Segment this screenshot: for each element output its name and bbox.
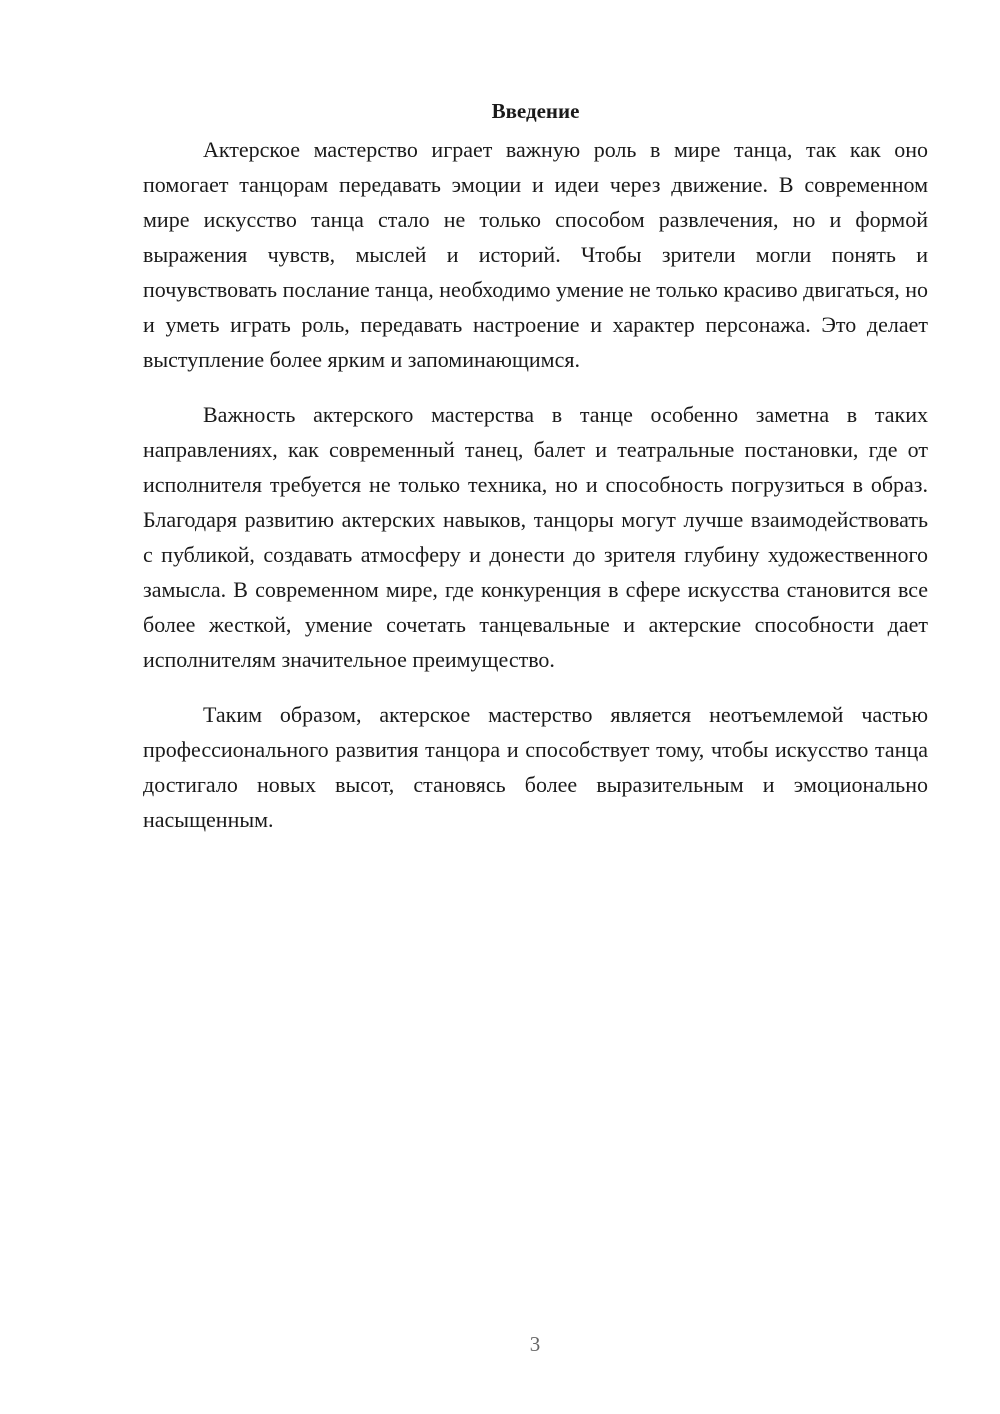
paragraph-1: Актерское мастерство играет важную роль в мире танца, так как оно помогает танцорам передавать эмоции и идеи через движение. В современном мире искусство танца стало не только способом развлечения, но и формой выражения чувств, мыслей и историй. Чтобы зрители могли понять и почувствовать послание танца, необходимо умение не только красиво двигаться, но и уметь играть роль, передавать настроение и характер персонажа. Это делает выступление более ярким и запоминающимся.	[143, 137, 928, 372]
page-number: 3	[529, 1332, 541, 1356]
paragraph-3: Таким образом, актерское мастерство является неотъемлемой частью профессионального развития танцора и способствует тому, чтобы искусство танца достигало новых высот, становясь более выразительным и эмоционально насыщенным.	[143, 702, 928, 832]
section-heading: Введение	[491, 99, 580, 123]
page-content	[143, 96, 928, 837]
paragraph-2: Важность актерского мастерства в танце особенно заметна в таких направлениях, как современный танец, балет и театральные постановки, где от исполнителя требуется не только техника, но и способность погрузиться в образ. Благодаря развитию актерских навыков, танцоры могут лучше взаимодействовать с публикой, создавать атмосферу и донести до зрителя глубину художественного замысла. В современном мире, где конкуренция в сфере искусства становится все более жесткой, умение сочетать танцевальные и актерские способности дает исполнителям значительное преимущество.	[143, 402, 928, 672]
